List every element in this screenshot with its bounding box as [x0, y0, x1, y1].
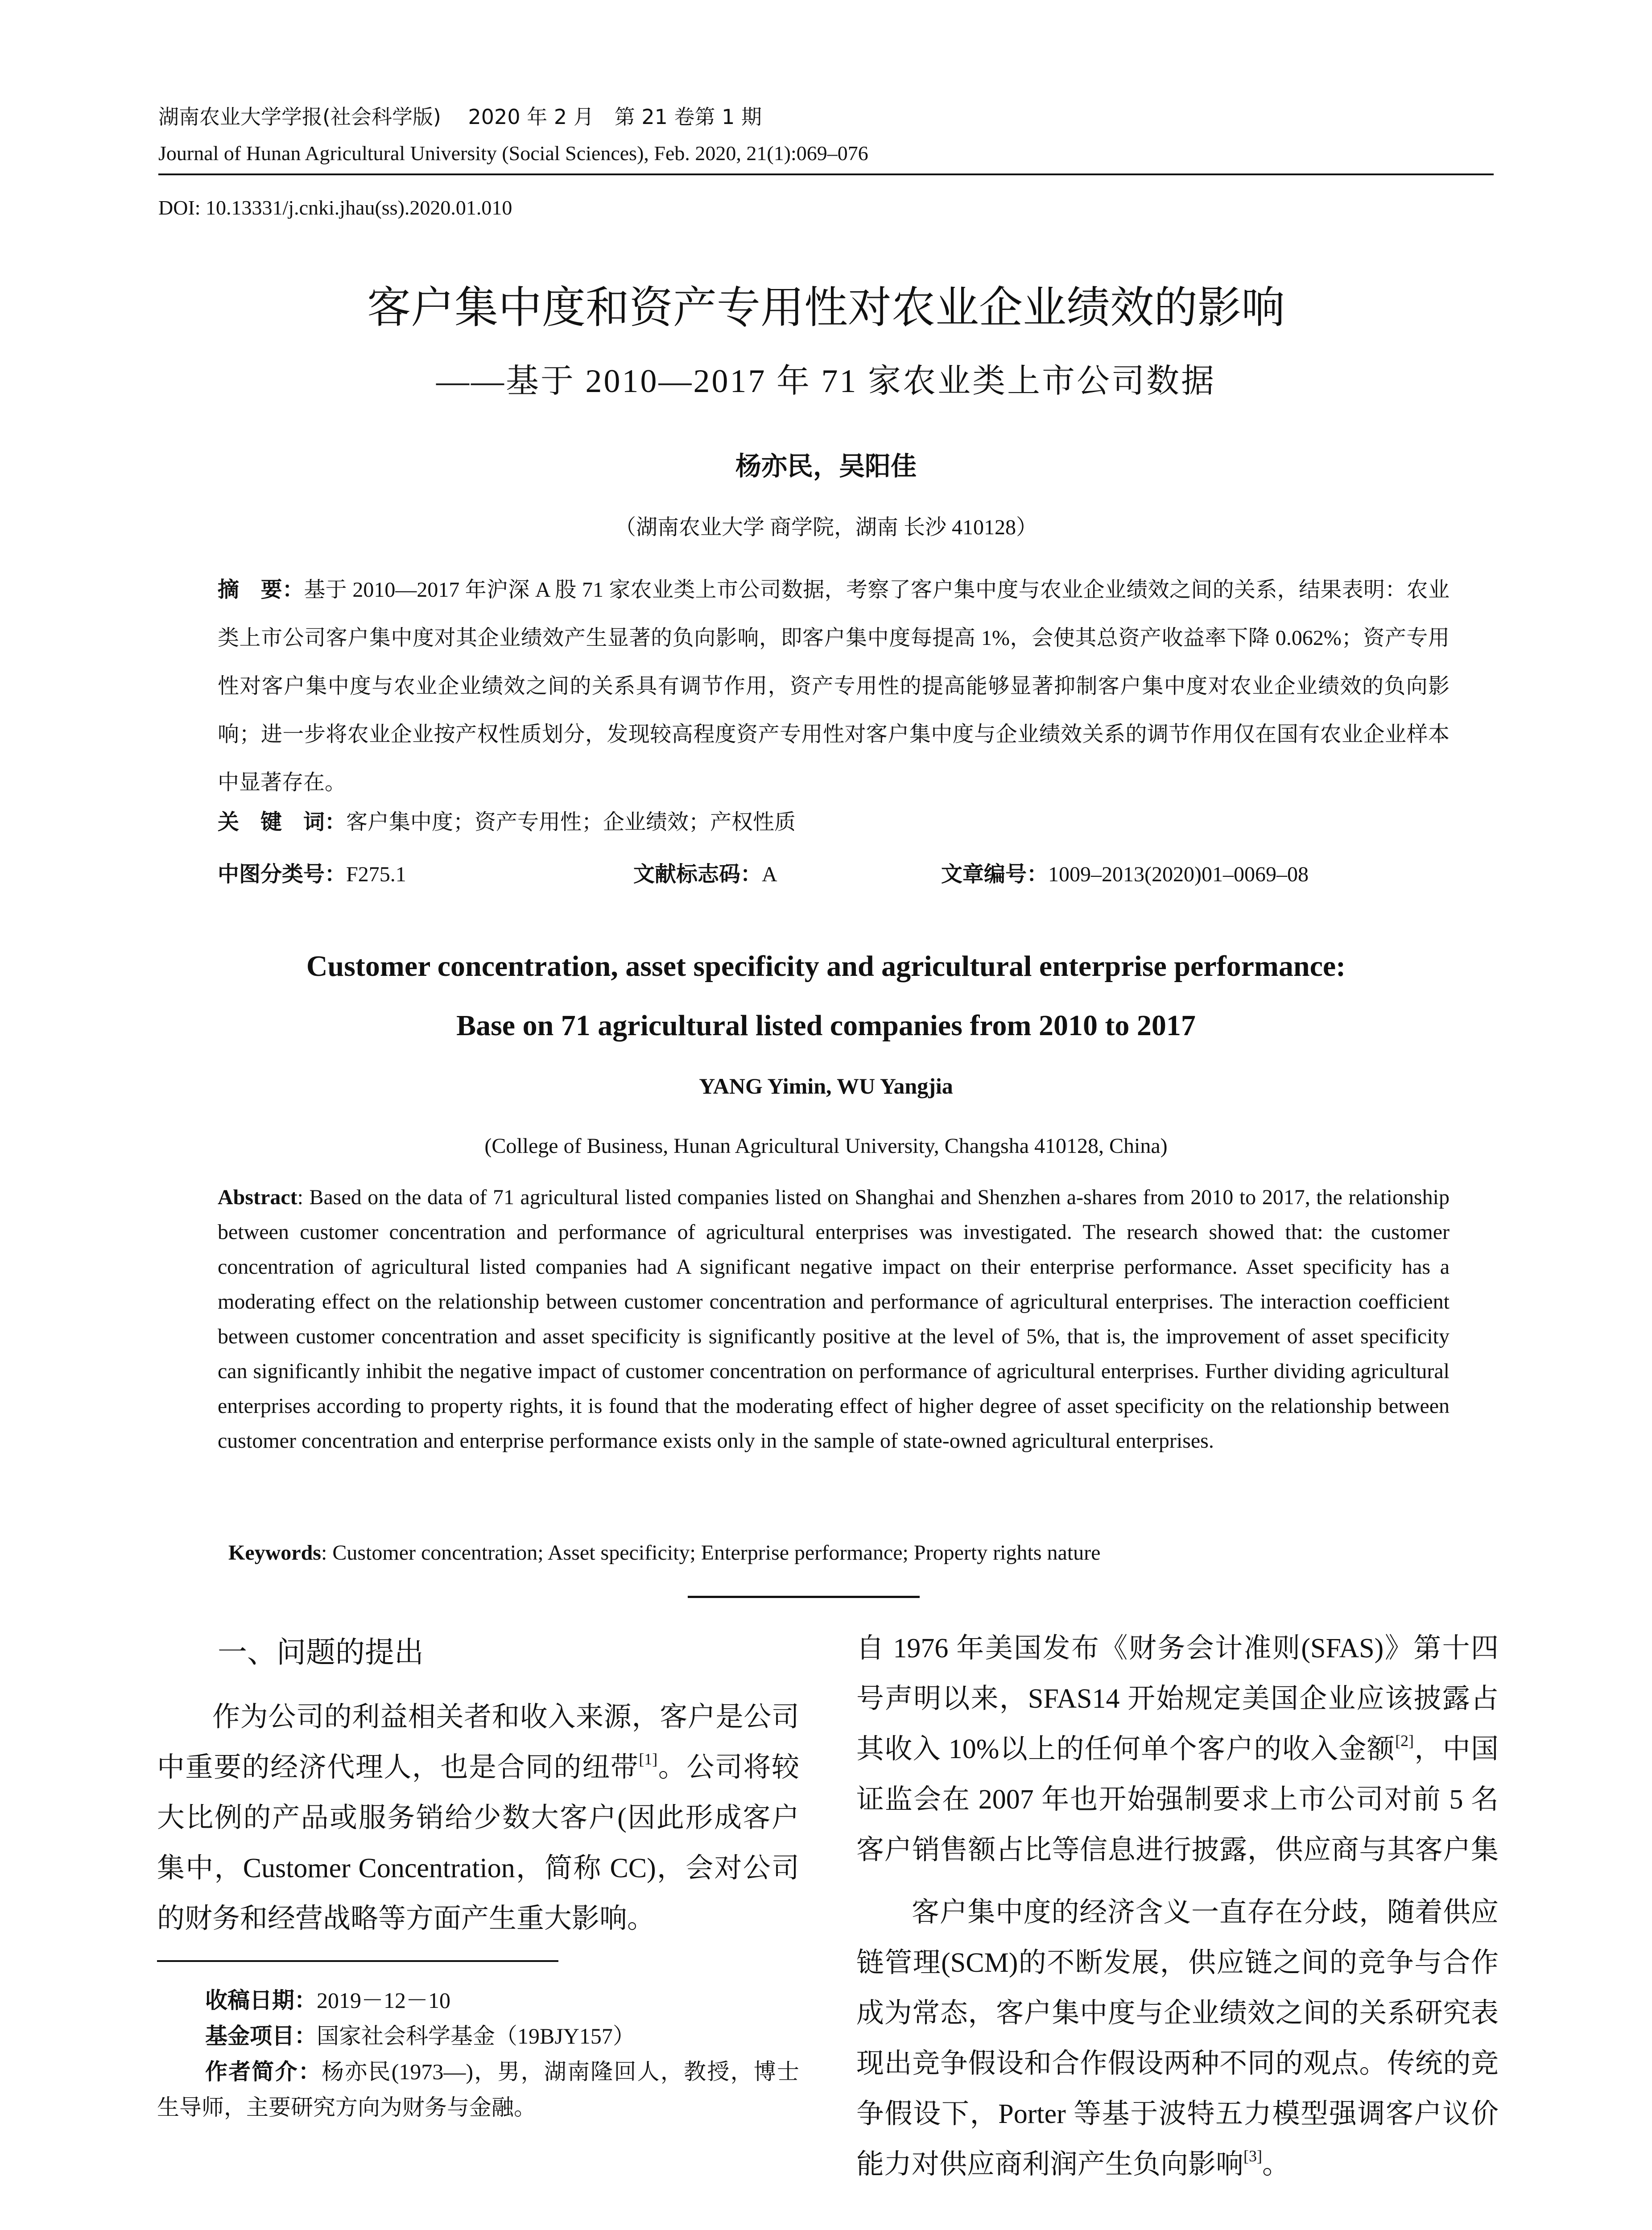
journal-header-en: Journal of Hunan Agricultural University (Social Sciences), Feb. 2020, 21(1):069–076	[158, 142, 868, 165]
affiliation-cn: （湖南农业大学 商学院，湖南 长沙 410128）	[614, 516, 1037, 539]
abstract-en	[218, 1180, 1450, 1528]
clc-label: 中图分类号：	[218, 862, 347, 887]
footnote-author	[157, 2054, 799, 2125]
citation-ref-1[interactable]: [1]	[639, 1750, 658, 1768]
right-column-paragraph-1	[856, 1623, 1499, 1882]
author-value: 杨亦民(1973—)，男，湖南隆回人，教授，博士生导师，主要研究方向为财务与金融。	[157, 2059, 800, 2120]
right-para2-text-b: 。	[1262, 2149, 1290, 2180]
footnote-received	[205, 1982, 798, 2018]
received-label: 收稿日期：	[205, 1987, 317, 2013]
paper-subtitle-cn: ——基于 2010—2017 年 71 家农业类上市公司数据	[436, 363, 1216, 400]
paper-title-cn: 客户集中度和资产专用性对农业企业绩效的影响	[367, 282, 1285, 333]
section-heading: 一、问题的提出	[218, 1635, 424, 1669]
abstract-cn-text: 基于 2010—2017 年沪深 A 股 71 家农业类上市公司数据，考察了客户集中度与农业企业绩效之间的关系，结果表明：农业类上市公司客户集中度对其企业绩效产生显著的负向影响，即客户集中度每提高 1%，会使其总资产收益率下降 0.062%；资产专用性对客户集中度与农业企业绩效之间的关系具有调节作用，资产专用性的提高能够显著抑制客户集中度对农业企业绩效的负向影响；进一步将农业企业按产权性质划分，发现较高程度资产专用性对客户集中度与企业绩效关系的调节作用仅在国有农业企业样本中显著存在。	[218, 578, 1450, 794]
keywords-en-text: : Customer concentration; Asset specificity; Enterprise performance; Property rights nature	[321, 1541, 1101, 1565]
right-para1-text-b: ，中国证监会在 2007 年也开始强制要求上市公司对前 5 名客户销售额占比等信息进行披露，供应商与其客户集	[856, 1734, 1499, 1865]
keywords-cn-text: 客户集中度；资产专用性；企业绩效；产权性质	[346, 810, 796, 834]
journal-header-cn: 湖南农业大学学报(社会科学版) 2020 年 2 月 第 21 卷第 1 期	[158, 105, 762, 129]
abstract-en-label: Abstract	[218, 1185, 297, 1209]
doc-value: A	[762, 863, 777, 886]
citation-ref-2[interactable]: [2]	[1395, 1732, 1414, 1750]
author-label: 作者简介：	[205, 2059, 322, 2085]
paper-title-en-line2: Base on 71 agricultural listed companies from 2010 to 2017	[456, 1009, 1196, 1042]
clc-value: F275.1	[346, 863, 406, 886]
authors-cn: 杨亦民，吴阳佳	[735, 451, 917, 481]
authors-en: YANG Yimin, WU Yangjia	[699, 1074, 953, 1098]
keywords-cn	[218, 806, 796, 838]
fund-label: 基金项目：	[205, 2023, 317, 2049]
affiliation-en: (College of Business, Hunan Agricultural University, Changsha 410128, China)	[484, 1134, 1168, 1158]
footnote-fund	[205, 2018, 798, 2054]
keywords-en-label: Keywords	[228, 1541, 321, 1565]
doi: DOI: 10.13331/j.cnki.jhau(ss).2020.01.010	[158, 196, 512, 219]
abstract-en-text: : Based on the data of 71 agricultural listed companies listed on Shanghai and Shenzhen a-shares from 2010 to 2017, the relationship between customer concentration and performance of agricultural enterprises was investigated. The research showed that: the customer concentration of agricultural listed companies had A significant negative impact on their enterprise performance. Asset specificity has a moderating effect on the relationship between customer concentration and performance of agricultural enterprises. The interaction coefficient between customer concentration and asset specificity is significantly positive at the level of 5%, that is, the improvement of asset specificity can significantly inhibit the negative impact of customer concentration on performance of agricultural enterprises. Further dividing agricultural enterprises according to property rights, it is found that the moderating effect of higher degree of asset specificity on the relationship between customer concentration and enterprise performance exists only in the sample of state-owned agricultural enterprises.	[218, 1185, 1450, 1453]
document-code	[633, 859, 777, 890]
keywords-cn-label: 关 键 词：	[218, 809, 347, 834]
header-rule	[158, 173, 1494, 175]
clc-number	[218, 859, 406, 890]
citation-ref-3[interactable]: [3]	[1243, 2147, 1262, 2165]
article-number	[941, 859, 1309, 890]
received-value: 2019－12－10	[317, 1988, 450, 2013]
paper-title-en-line1: Customer concentration, asset specificity and agricultural enterprise performance:	[306, 950, 1346, 983]
abstract-cn	[218, 566, 1450, 806]
section1-para-text-b: 。公司将较大比例的产品或服务销给少数大客户(因此形成客户集中，Customer Concentration，简称 CC)，会对公司的财务和经营战略等方面产生重大影响。	[157, 1752, 799, 1934]
section1-para-text-a: 作为公司的利益相关者和收入来源，客户是公司中重要的经济代理人，也是合同的纽带	[157, 1702, 799, 1783]
doc-label: 文献标志码：	[633, 862, 762, 887]
section1-paragraph	[157, 1692, 799, 1951]
abstract-separator	[688, 1596, 920, 1598]
article-label: 文章编号：	[941, 862, 1049, 887]
right-column-paragraph-2	[856, 1887, 1499, 2200]
fund-value: 国家社会科学基金（19BJY157）	[317, 2024, 635, 2048]
abstract-cn-label: 摘 要：	[218, 577, 304, 602]
footnote-rule	[157, 1960, 558, 1962]
right-para2-text-a: 客户集中度的经济含义一直存在分歧，随着供应链管理(SCM)的不断发展，供应链之间的竞争与合作成为常态，客户集中度与企业绩效之间的关系研究表现出竞争假设和合作假设两种不同的观点。传统的竞争假设下，Porter 等基于波特五力模型强调客户议价能力对供应商利润产生负向影响	[856, 1897, 1499, 2180]
article-value: 1009–2013(2020)01–0069–08	[1048, 863, 1309, 886]
keywords-en	[228, 1537, 1100, 1569]
right-para1-text-a: 自 1976 年美国发布《财务会计准则(SFAS)》第十四号声明以来，SFAS14 开始规定美国企业应该披露占其收入 10%以上的任何单个客户的收入金额	[856, 1633, 1499, 1764]
